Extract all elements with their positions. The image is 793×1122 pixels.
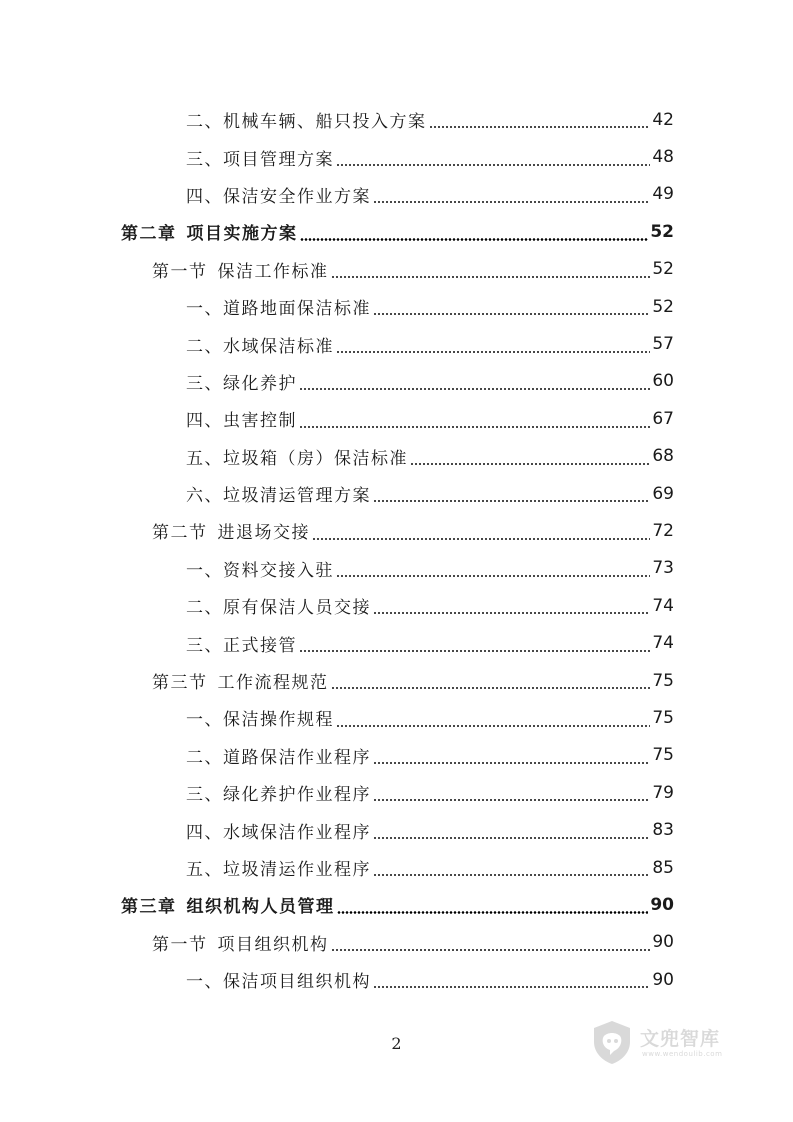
toc-entry-label: 保洁工作标准 [217,261,329,282]
toc-entry-page: 90 [650,894,674,915]
toc-entry-title [152,668,329,693]
toc-entry-label: 一、道路地面保洁标准 [186,299,371,320]
toc-entry-number: 第二章 [121,224,177,245]
toc-entry-section[interactable] [0,924,793,961]
dot-leader [336,351,650,353]
toc-entry-page: 60 [652,371,674,392]
toc-entry-item[interactable] [0,811,793,848]
toc-entry-title [152,518,310,543]
toc-entry-label: 一、保洁项目组织机构 [186,972,371,993]
toc-entry-page: 79 [652,782,674,803]
dot-leader [336,164,650,166]
dot-leader [373,313,650,315]
toc-entry-item[interactable] [0,363,793,400]
toc-entry-page: 52 [652,259,674,280]
dot-leader [373,799,650,801]
toc-entry-label: 一、资料交接入驻 [186,560,334,581]
toc-entry-title [186,406,297,431]
dot-leader [429,126,651,128]
toc-entry-title [152,930,329,955]
dot-leader [373,986,650,988]
toc-entry-label: 项目实施方案 [186,224,298,245]
toc-entry-title [186,780,371,805]
dot-leader [373,612,650,614]
toc-entry-title [186,369,297,394]
toc-entry-label: 组织机构人员管理 [186,897,335,918]
toc-entry-title [186,593,371,618]
toc-entry-label: 二、原有保洁人员交接 [186,598,371,619]
dot-leader [373,762,650,764]
dot-leader [331,276,651,278]
toc-entry-label: 项目组织机构 [217,934,329,955]
toc-entry-item[interactable] [0,400,793,437]
toc-entry-label: 四、水域保洁作业程序 [186,822,371,843]
toc-entry-page: 67 [652,408,674,429]
toc-entry-number: 第三章 [121,897,177,918]
toc-entry-label: 三、正式接管 [186,635,297,656]
toc-entry-title [186,294,371,319]
toc-entry-label: 三、项目管理方案 [186,149,334,170]
toc-entry-page: 85 [652,857,674,878]
toc-entry-page: 72 [652,520,674,541]
toc-entry-item[interactable] [0,101,793,138]
dot-leader [299,388,650,390]
toc-entry-item[interactable] [0,699,793,736]
toc-entry-label: 二、机械车辆、船只投入方案 [186,112,427,133]
toc-entry-page: 57 [652,334,674,355]
toc-entry-page: 74 [652,633,674,654]
toc-entry-page: 75 [652,707,674,728]
toc-entry-page: 69 [652,483,674,504]
toc-entry-title [121,892,335,917]
toc-entry-item[interactable] [0,550,793,587]
toc-entry-title [186,556,334,581]
toc-entry-label: 三、绿化养护作业程序 [186,785,371,806]
toc-entry-item[interactable] [0,176,793,213]
toc-entry-chapter[interactable] [0,213,793,250]
toc-entry-title [186,967,371,992]
toc-entry-item[interactable] [0,587,793,624]
toc-entry-label: 进退场交接 [217,523,310,544]
toc-entry-page: 90 [652,969,674,990]
toc-entry-title [186,855,371,880]
watermark-url: www.wendoulib.com [642,1050,723,1058]
toc-entry-title [186,444,408,469]
toc-entry-page: 52 [652,296,674,317]
dot-leader [336,575,650,577]
toc-entry-title [186,332,334,357]
toc-entry-label: 工作流程规范 [217,673,329,694]
toc-entry-item[interactable] [0,961,793,998]
toc-entry-item[interactable] [0,138,793,175]
toc-entry-label: 六、垃圾清运管理方案 [186,486,371,507]
toc-entry-page: 48 [652,147,674,168]
toc-entry-page: 42 [652,109,674,130]
dot-leader [312,538,650,540]
dot-leader [299,650,650,652]
toc-entry-title [186,182,371,207]
toc-entry-section[interactable] [0,662,793,699]
toc-entry-label: 五、垃圾清运作业程序 [186,860,371,880]
toc-entry-section[interactable] [0,251,793,288]
dot-leader [299,426,650,428]
toc-entry-page: 68 [652,446,674,467]
dot-leader [373,201,650,203]
watermark-brand: 文兜智库 [640,1028,721,1050]
toc-entry-item[interactable] [0,475,793,512]
toc-entry-page: 49 [652,184,674,205]
toc-entry-label: 四、虫害控制 [186,411,297,432]
toc-entry-title [121,219,298,244]
dot-leader [331,949,651,951]
toc-entry-item[interactable] [0,624,793,661]
toc-entry-label: 三、绿化养护 [186,373,297,394]
dot-leader [373,500,650,502]
toc-entry-page: 73 [652,558,674,579]
toc-entry-page: 75 [652,745,674,766]
toc-entry-item[interactable] [0,774,793,811]
toc-entry-label: 一、保洁操作规程 [186,710,334,731]
toc-entry-title [186,107,427,132]
toc-entry-page: 74 [652,595,674,616]
shield-logo-icon [588,1018,636,1066]
toc-entry-item[interactable] [0,288,793,325]
toc-entry-item[interactable] [0,849,793,886]
dot-leader [337,911,649,914]
toc-entry-title [186,705,334,730]
page-number: 2 [391,1034,402,1053]
dot-leader [336,725,650,727]
dot-leader [373,874,650,876]
toc-entry-number: 第二节 [152,523,208,544]
toc-entry-label: 四、保洁安全作业方案 [186,186,371,207]
toc-entry-title [186,481,371,506]
watermark [588,1018,758,1070]
toc-entry-label: 二、道路保洁作业程序 [186,747,371,768]
toc-entry-item[interactable] [0,737,793,774]
toc-entry-chapter[interactable] [0,886,793,923]
toc-entry-page: 75 [652,670,674,691]
toc-entry-section[interactable] [0,512,793,549]
toc-entry-title [186,145,334,170]
toc-entry-item[interactable] [0,438,793,475]
toc-entry-number: 第一节 [152,261,208,282]
dot-leader [331,687,651,689]
toc-entry-title [186,631,297,656]
toc-entry-label: 五、垃圾箱（房）保洁标准 [186,448,408,469]
toc-entry-title [186,818,371,843]
toc-entry-number: 第三节 [152,673,208,694]
dot-leader [410,463,650,465]
toc-entry-number: 第一节 [152,934,208,955]
toc-entry-item[interactable] [0,325,793,362]
toc-entry-page: 90 [652,932,674,953]
toc-entry-label: 二、水域保洁标准 [186,336,334,357]
table-of-contents [0,101,793,998]
toc-entry-title [186,743,371,768]
dot-leader [373,837,650,839]
toc-entry-title [152,257,329,282]
dot-leader [300,238,649,241]
toc-entry-page: 83 [652,820,674,841]
toc-entry-page: 52 [650,221,674,242]
